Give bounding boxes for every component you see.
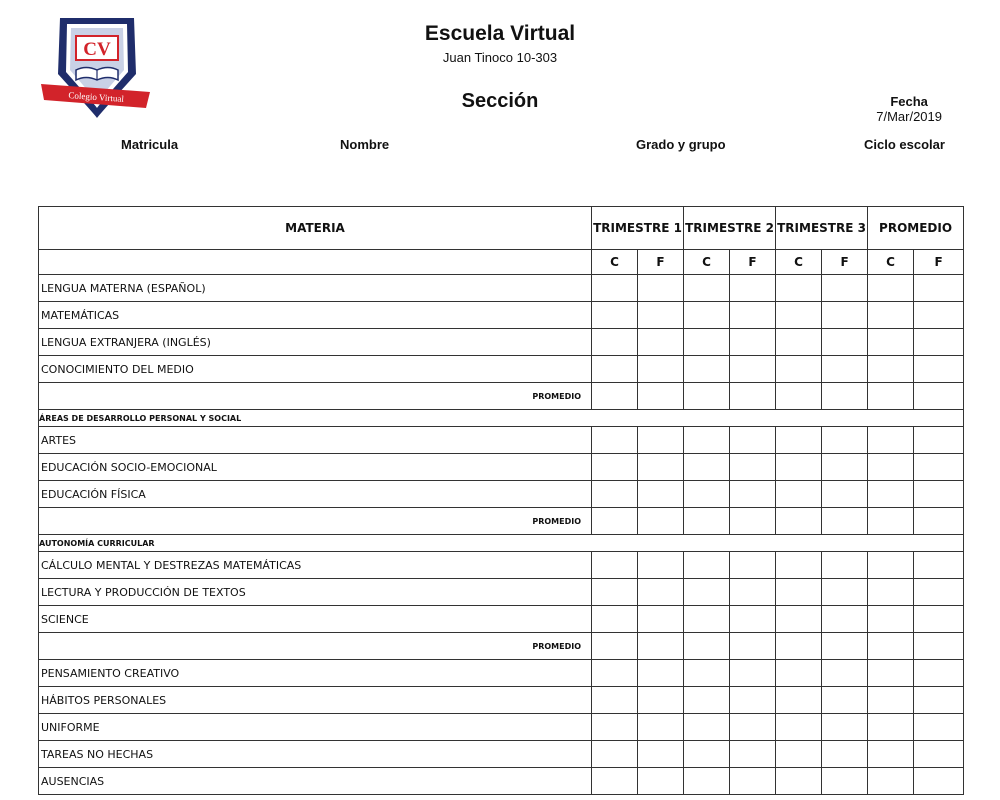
- grade-cell[interactable]: [776, 481, 822, 508]
- subject-row: [39, 552, 964, 579]
- grade-cell[interactable]: [822, 275, 868, 302]
- subject-row: [39, 454, 964, 481]
- grade-cell[interactable]: [914, 356, 964, 383]
- sub-header-c: C: [592, 250, 638, 275]
- grade-cell[interactable]: [914, 302, 964, 329]
- subject-label: LENGUA MATERNA (ESPAÑOL): [39, 275, 592, 302]
- grade-cell[interactable]: [776, 356, 822, 383]
- grade-cell[interactable]: [592, 302, 638, 329]
- school-name: Escuela Virtual: [424, 22, 576, 45]
- grade-cell[interactable]: [776, 714, 822, 741]
- subject-row: [39, 687, 964, 714]
- grade-cell[interactable]: [730, 302, 776, 329]
- grade-cell[interactable]: [730, 687, 776, 714]
- grade-cell[interactable]: [868, 579, 914, 606]
- subject-row: [39, 714, 964, 741]
- grade-cell[interactable]: [638, 329, 684, 356]
- subject-row: [39, 660, 964, 687]
- grade-cell[interactable]: [776, 552, 822, 579]
- grade-cell[interactable]: [822, 768, 868, 795]
- grade-cell[interactable]: [868, 329, 914, 356]
- sub-header-blank: [39, 250, 592, 275]
- grade-cell[interactable]: [592, 383, 638, 410]
- subject-label: MATEMÁTICAS: [39, 302, 592, 329]
- subject-row: [39, 579, 964, 606]
- grade-cell[interactable]: [684, 606, 730, 633]
- grades-table: [38, 206, 964, 795]
- matricula-label: Matricula: [121, 137, 179, 152]
- grade-cell[interactable]: [914, 275, 964, 302]
- logo-initials: CV: [83, 39, 111, 60]
- grade-cell[interactable]: [868, 687, 914, 714]
- grade-cell[interactable]: [868, 383, 914, 410]
- grade-cell[interactable]: [868, 660, 914, 687]
- grade-cell[interactable]: [868, 302, 914, 329]
- grade-cell[interactable]: [730, 660, 776, 687]
- grade-cell[interactable]: [914, 741, 964, 768]
- grade-cell[interactable]: [592, 768, 638, 795]
- grade-cell[interactable]: [914, 329, 964, 356]
- grade-cell[interactable]: [914, 633, 964, 660]
- grade-cell[interactable]: [822, 481, 868, 508]
- grade-cell[interactable]: [730, 508, 776, 535]
- grade-cell[interactable]: [914, 427, 964, 454]
- grade-cell[interactable]: [638, 427, 684, 454]
- grade-cell[interactable]: [868, 481, 914, 508]
- grade-cell[interactable]: [822, 302, 868, 329]
- grade-cell[interactable]: [822, 606, 868, 633]
- grade-cell[interactable]: [868, 275, 914, 302]
- grade-cell[interactable]: [914, 383, 964, 410]
- grade-cell[interactable]: [776, 660, 822, 687]
- date-value: 7/Mar/2019: [876, 109, 942, 124]
- ciclo-escolar-label: Ciclo escolar: [864, 137, 945, 152]
- grade-cell[interactable]: [592, 427, 638, 454]
- average-label: PROMEDIO: [39, 383, 592, 410]
- grade-cell[interactable]: [776, 508, 822, 535]
- grade-cell[interactable]: [868, 454, 914, 481]
- grade-cell[interactable]: [822, 687, 868, 714]
- grade-cell[interactable]: [868, 552, 914, 579]
- subject-label: AUSENCIAS: [39, 768, 592, 795]
- subject-row: [39, 768, 964, 795]
- grade-cell[interactable]: [730, 606, 776, 633]
- subject-label: EDUCACIÓN SOCIO-EMOCIONAL: [39, 454, 592, 481]
- grade-cell[interactable]: [684, 481, 730, 508]
- grade-cell[interactable]: [914, 606, 964, 633]
- subject-label: SCIENCE: [39, 606, 592, 633]
- grade-cell[interactable]: [868, 606, 914, 633]
- grade-cell[interactable]: [868, 768, 914, 795]
- grade-cell[interactable]: [684, 302, 730, 329]
- grade-cell[interactable]: [638, 454, 684, 481]
- grade-cell[interactable]: [638, 302, 684, 329]
- subject-row: [39, 606, 964, 633]
- grade-cell[interactable]: [730, 329, 776, 356]
- grade-cell[interactable]: [592, 660, 638, 687]
- grade-cell[interactable]: [914, 552, 964, 579]
- grade-cell[interactable]: [868, 508, 914, 535]
- grade-cell[interactable]: [592, 356, 638, 383]
- grade-cell[interactable]: [684, 383, 730, 410]
- grade-cell[interactable]: [592, 275, 638, 302]
- subject-label: ARTES: [39, 427, 592, 454]
- grade-cell[interactable]: [684, 687, 730, 714]
- grade-cell[interactable]: [730, 427, 776, 454]
- grade-cell[interactable]: [638, 687, 684, 714]
- grade-cell[interactable]: [592, 606, 638, 633]
- grade-cell[interactable]: [776, 383, 822, 410]
- grade-cell[interactable]: [776, 768, 822, 795]
- subject-row: [39, 302, 964, 329]
- grade-cell[interactable]: [914, 687, 964, 714]
- grade-cell[interactable]: [730, 714, 776, 741]
- subject-label: CÁLCULO MENTAL Y DESTREZAS MATEMÁTICAS: [39, 552, 592, 579]
- subject-row: [39, 427, 964, 454]
- grade-cell[interactable]: [776, 741, 822, 768]
- grade-cell[interactable]: [684, 329, 730, 356]
- grade-cell[interactable]: [730, 356, 776, 383]
- grade-cell[interactable]: [592, 454, 638, 481]
- promedio-header: PROMEDIO: [868, 207, 964, 250]
- average-row: [39, 508, 964, 535]
- grade-cell[interactable]: [822, 633, 868, 660]
- grade-cell[interactable]: [914, 768, 964, 795]
- grade-cell[interactable]: [638, 714, 684, 741]
- subject-label: LENGUA EXTRANJERA (INGLÉS): [39, 329, 592, 356]
- grade-cell[interactable]: [822, 454, 868, 481]
- grade-cell[interactable]: [776, 454, 822, 481]
- grade-cell[interactable]: [638, 579, 684, 606]
- subject-row: [39, 741, 964, 768]
- sub-header-f: F: [822, 250, 868, 275]
- grade-cell[interactable]: [822, 741, 868, 768]
- grade-cell[interactable]: [730, 768, 776, 795]
- grade-cell[interactable]: [822, 579, 868, 606]
- grade-cell[interactable]: [868, 633, 914, 660]
- grade-cell[interactable]: [638, 633, 684, 660]
- sub-header-f: F: [730, 250, 776, 275]
- subject-row: [39, 481, 964, 508]
- trimester-2-header: TRIMESTRE 2: [684, 207, 776, 250]
- grado-grupo-label: Grado y grupo: [636, 137, 726, 152]
- grade-cell[interactable]: [684, 427, 730, 454]
- grade-cell[interactable]: [684, 741, 730, 768]
- average-label: PROMEDIO: [39, 633, 592, 660]
- grade-cell[interactable]: [592, 633, 638, 660]
- subject-label: CONOCIMIENTO DEL MEDIO: [39, 356, 592, 383]
- grade-cell[interactable]: [638, 356, 684, 383]
- average-label: PROMEDIO: [39, 508, 592, 535]
- grade-cell[interactable]: [684, 552, 730, 579]
- subject-label: LECTURA Y PRODUCCIÓN DE TEXTOS: [39, 579, 592, 606]
- sub-header-c: C: [684, 250, 730, 275]
- grade-cell[interactable]: [684, 660, 730, 687]
- grade-cell[interactable]: [638, 481, 684, 508]
- grade-cell[interactable]: [638, 275, 684, 302]
- subject-row: [39, 356, 964, 383]
- subject-label: EDUCACIÓN FÍSICA: [39, 481, 592, 508]
- section-header-row: [39, 535, 964, 552]
- sub-header-f: F: [914, 250, 964, 275]
- grade-cell[interactable]: [592, 508, 638, 535]
- grade-cell[interactable]: [822, 383, 868, 410]
- grade-cell[interactable]: [638, 741, 684, 768]
- materia-header: MATERIA: [39, 207, 592, 250]
- grade-cell[interactable]: [914, 481, 964, 508]
- grade-cell[interactable]: [684, 275, 730, 302]
- grade-cell[interactable]: [730, 383, 776, 410]
- grade-cell[interactable]: [730, 633, 776, 660]
- grade-cell[interactable]: [684, 768, 730, 795]
- grade-cell[interactable]: [638, 508, 684, 535]
- date-label: Fecha: [890, 94, 928, 109]
- grade-cell[interactable]: [776, 633, 822, 660]
- grade-cell[interactable]: [822, 356, 868, 383]
- grade-cell[interactable]: [914, 714, 964, 741]
- sub-header-f: F: [638, 250, 684, 275]
- grade-cell[interactable]: [868, 714, 914, 741]
- grade-cell[interactable]: [776, 302, 822, 329]
- subject-label: UNIFORME: [39, 714, 592, 741]
- grade-cell[interactable]: [822, 660, 868, 687]
- grade-cell[interactable]: [776, 329, 822, 356]
- section-title: Sección: [461, 90, 539, 112]
- section-header-row: [39, 410, 964, 427]
- grade-cell[interactable]: [638, 552, 684, 579]
- grade-cell[interactable]: [822, 427, 868, 454]
- sub-header-c: C: [868, 250, 914, 275]
- grade-cell[interactable]: [776, 579, 822, 606]
- grade-cell[interactable]: [914, 579, 964, 606]
- average-row: [39, 633, 964, 660]
- trimester-1-header: TRIMESTRE 1: [592, 207, 684, 250]
- trimester-3-header: TRIMESTRE 3: [776, 207, 868, 250]
- grade-cell[interactable]: [914, 660, 964, 687]
- grade-cell[interactable]: [730, 275, 776, 302]
- grade-cell[interactable]: [638, 383, 684, 410]
- average-row: [39, 383, 964, 410]
- grade-cell[interactable]: [730, 481, 776, 508]
- nombre-label: Nombre: [340, 137, 390, 152]
- grade-cell[interactable]: [868, 427, 914, 454]
- grade-cell[interactable]: [776, 275, 822, 302]
- grade-cell[interactable]: [822, 714, 868, 741]
- grade-cell[interactable]: [684, 356, 730, 383]
- date-block: [876, 94, 942, 124]
- grade-cell[interactable]: [776, 687, 822, 714]
- grade-cell[interactable]: [684, 454, 730, 481]
- subject-label: PENSAMIENTO CREATIVO: [39, 660, 592, 687]
- grade-cell[interactable]: [592, 329, 638, 356]
- grade-cell[interactable]: [684, 633, 730, 660]
- grade-cell[interactable]: [730, 741, 776, 768]
- grade-cell[interactable]: [914, 508, 964, 535]
- grade-cell[interactable]: [638, 768, 684, 795]
- grade-cell[interactable]: [638, 606, 684, 633]
- grade-cell[interactable]: [730, 579, 776, 606]
- subject-row: [39, 275, 964, 302]
- section-header-label: AUTONOMÍA CURRICULAR: [39, 535, 964, 552]
- grade-cell[interactable]: [592, 741, 638, 768]
- grade-cell[interactable]: [822, 552, 868, 579]
- grade-cell[interactable]: [914, 454, 964, 481]
- subject-label: TAREAS NO HECHAS: [39, 741, 592, 768]
- grade-cell[interactable]: [592, 552, 638, 579]
- subject-label: HÁBITOS PERSONALES: [39, 687, 592, 714]
- subject-row: [39, 329, 964, 356]
- logo-banner-text: Colegio Virtual: [68, 90, 125, 104]
- grade-cell[interactable]: [638, 660, 684, 687]
- grade-cell[interactable]: [730, 552, 776, 579]
- grade-cell[interactable]: [822, 329, 868, 356]
- sub-header-c: C: [776, 250, 822, 275]
- section-header-label: ÁREAS DE DESARROLLO PERSONAL Y SOCIAL: [39, 410, 964, 427]
- grade-cell[interactable]: [592, 481, 638, 508]
- grade-cell[interactable]: [730, 454, 776, 481]
- grade-cell[interactable]: [822, 508, 868, 535]
- grade-cell[interactable]: [868, 741, 914, 768]
- grade-cell[interactable]: [592, 579, 638, 606]
- grade-cell[interactable]: [868, 356, 914, 383]
- grade-cell[interactable]: [776, 427, 822, 454]
- school-address: Juan Tinoco 10-303: [442, 50, 558, 65]
- grade-cell[interactable]: [684, 714, 730, 741]
- grade-cell[interactable]: [592, 714, 638, 741]
- grade-cell[interactable]: [684, 508, 730, 535]
- grade-cell[interactable]: [592, 687, 638, 714]
- grade-cell[interactable]: [684, 579, 730, 606]
- grade-cell[interactable]: [776, 606, 822, 633]
- grades-body: [39, 275, 964, 795]
